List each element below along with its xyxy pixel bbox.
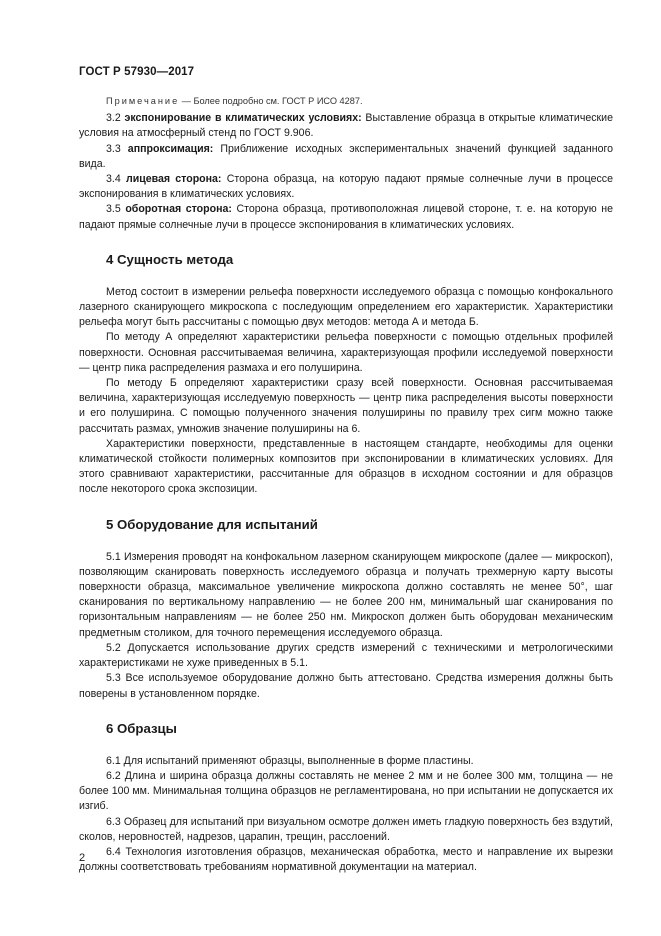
definition-3-4 — [79, 172, 613, 202]
definition-text: Приближение исходных экспериментальных значений функцией заданного вида. — [79, 142, 613, 170]
definition-number: 3.3 — [106, 142, 121, 155]
document-body — [79, 94, 613, 875]
section-4-paragraph: Метод состоит в измерении рельефа поверхности исследуемого образца с помощью конфокального лазерного сканирующего микроскопа с последующим определением его характеристик. Характеристики рельефа могут быть рассчитаны с помощью двух методов: метода А и метода Б. — [79, 285, 613, 329]
section-5-paragraph: 5.2 Допускается использование других средств измерений с техническими и метрологическими характеристиками не хуже приведенных в 5.1. — [79, 641, 613, 670]
section-5-paragraph: 5.3 Все используемое оборудование должно быть аттестовано. Средства измерения должны быть поверены в установленном порядке. — [79, 672, 613, 700]
definition-number: 3.5 — [106, 203, 121, 216]
section-5-paragraph: 5.1 Измерения проводят на конфокальном лазерном сканирующем микроскопе (далее — микроскоп), позволяющим сканировать поверхность исследуемого образца и получать трехмерную карту высоты поверхности образца, максимальное увеличение микроскопа должно составлять не менее 50°, шаг сканирования по вертикальному направлению — не более 200 нм, минимальный шаг сканирования по горизонтальным направлениям — не более 250 нм. Микроскоп должен быть оборудован механическим предметным столиком, для точного перемещения исследуемого образца. — [79, 550, 613, 639]
page-number: 2 — [79, 852, 86, 864]
section-4-paragraph: По методу А определяют характеристики рельефа поверхности с помощью отдельных профилей поверхности. Основная рассчитываемая величина, характеризующая профили исследуемой поверхности — центр пика распределения размаха и его полуширина. — [79, 331, 613, 374]
section-5-title: 5 Оборудование для испытаний — [106, 516, 318, 532]
section-4-paragraph: По методу Б определяют характеристики сразу всей поверхности. Основная рассчитываемая величина, характеризующая исследуемую поверхность — центр пика распределения высоты поверхности и его полуширина. С помощью полученного значения полуширины по правилу трех сигм можно также рассчитать размах, умножив значение полуширины на 6. — [79, 377, 613, 435]
definition-text: Сторона образца, противоположная лицевой стороне, т. е. на которую не падают прямые солнечные лучи в процессе экспонирования в климатических условиях. — [79, 203, 613, 231]
definition-number: 3.2 — [106, 112, 121, 125]
definition-3-2 — [79, 111, 613, 141]
definition-3-5 — [79, 202, 613, 232]
section-4-title: 4 Сущность метода — [106, 251, 234, 267]
note — [79, 94, 613, 109]
section-6-paragraph: 6.2 Длина и ширина образца должны составлять не менее 2 мм и не более 300 мм, толщина — не более 100 мм. Минимальная толщина образцов не регламентирована, но при испытании не допускается их изгиб. — [79, 769, 613, 813]
section-6-paragraph: 6.1 Для испытаний применяют образцы, выполненные в форме пластины. — [106, 754, 474, 767]
section-4-paragraph: Характеристики поверхности, представленные в настоящем стандарте, необходимы для оценки климатической стойкости полимерных композитов при экспонировании в климатических условиях. Для этого сравнивают характеристики, рассчитанные для образцов в исходном состоянии и для образцов после некоторого срока экспозиции. — [79, 437, 613, 496]
definition-term: экспонирование в климатических условиях: — [124, 112, 362, 125]
definition-3-3 — [79, 142, 613, 172]
section-6-paragraph: 6.3 Образец для испытаний при визуальном осмотре должен иметь гладкую поверхность без вздутий, сколов, неровностей, надрезов, царапин, трещин, расслоений. — [79, 815, 613, 843]
definition-text: Выставление образца в открытые климатические условия на атмосферный стенд по ГОСТ 9.906. — [79, 112, 613, 140]
document-header: ГОСТ Р 57930—2017 — [79, 66, 195, 78]
definition-number: 3.4 — [106, 173, 121, 186]
note-label: Примечание — [106, 96, 180, 106]
definition-term: аппроксимация: — [127, 142, 214, 155]
definition-text: Сторона образца, на которую падают прямые солнечные лучи в процессе экспонирования в климатических условиях. — [79, 173, 613, 201]
section-6-title: 6 Образцы — [106, 720, 177, 736]
section-6-paragraph: 6.4 Технология изготовления образцов, механическая обработка, место и направление их вырезки должны соответствовать требованиям нормативной документации на материал. — [79, 845, 613, 874]
note-text: — Более подробно см. ГОСТ Р ИСО 4287. — [181, 96, 363, 106]
definition-term: лицевая сторона: — [125, 173, 222, 186]
definition-term: оборотная сторона: — [125, 203, 232, 216]
